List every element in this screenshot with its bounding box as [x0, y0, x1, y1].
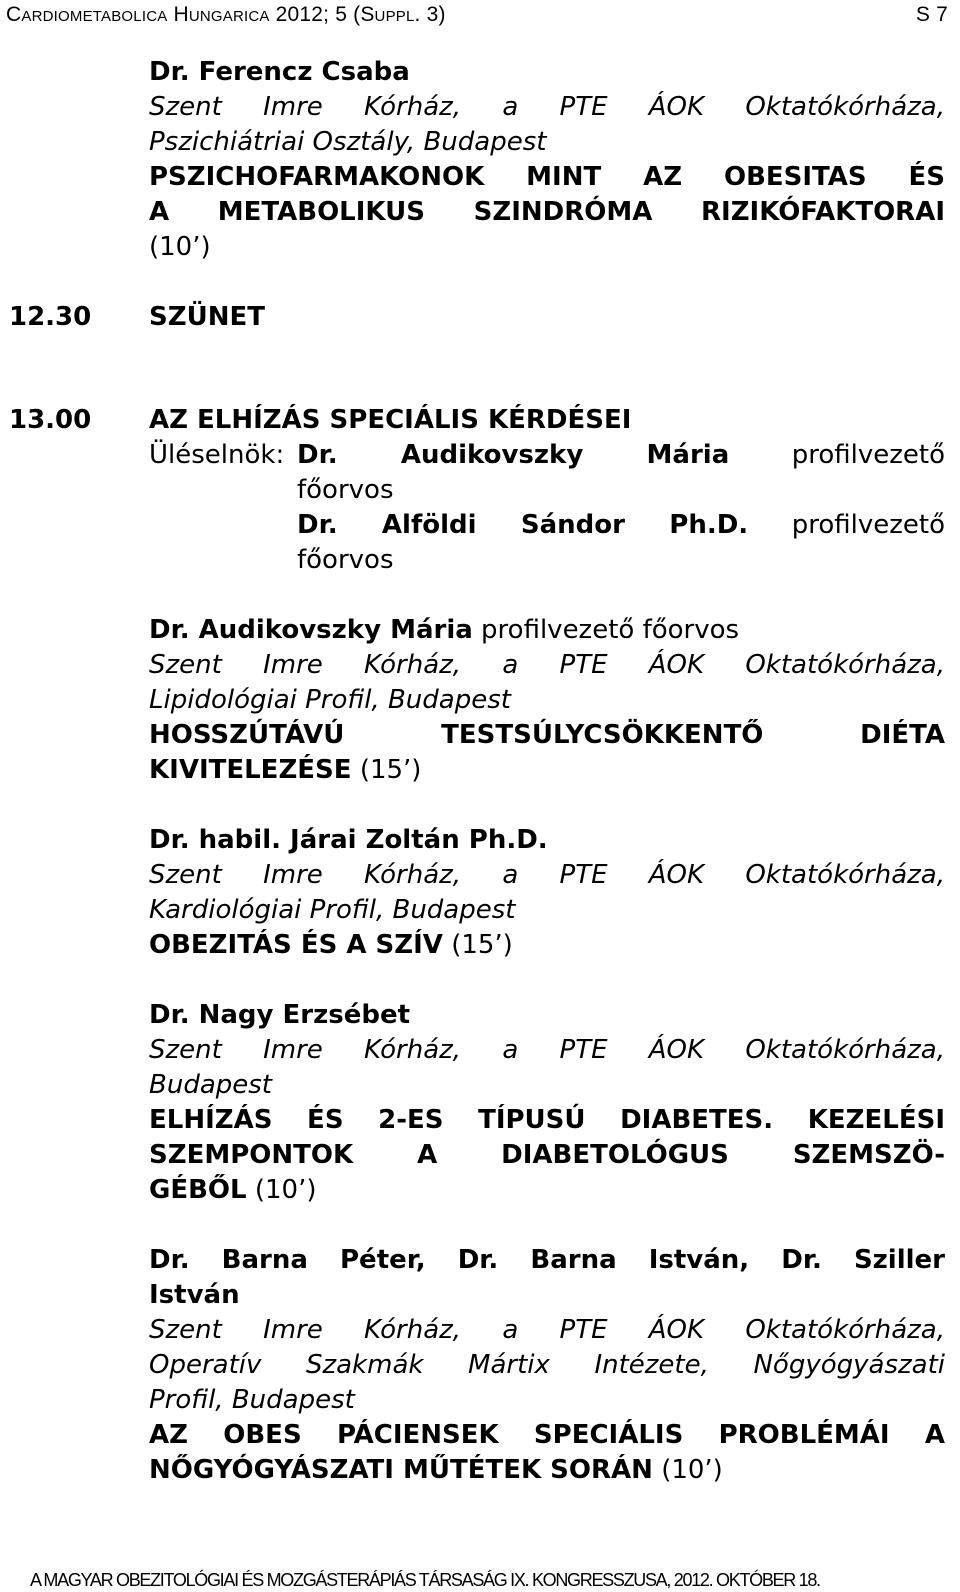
talk-affiliation: Szent Imre Kórház, a PTE ÁOK Oktatókórháza, [149, 1315, 945, 1345]
talk-title: SZEMPONTOK A DIABETOLÓGUS SZEMSZÖ- [149, 1140, 945, 1170]
chair-role-continued: főorvos [297, 545, 394, 575]
talk-title: HOSSZÚTÁVÚ TESTSÚLYCSÖKKENTŐ DIÉTA [149, 720, 945, 750]
talk-affiliation: Szent Imre Kórház, a PTE ÁOK Oktatókórháza, [149, 92, 945, 122]
talk-title: GÉBŐL [149, 1175, 247, 1205]
talk-ferencz [149, 55, 945, 265]
break-row [0, 300, 960, 335]
session-chair-2 [149, 508, 945, 543]
talk-duration: (10’) [254, 1175, 317, 1205]
chair-name: Dr. Alföldi Sándor Ph.D. [297, 510, 749, 540]
talk-title: AZ OBES PÁCIENSEK SPECIÁLIS PROBLÉMÁI A [149, 1420, 945, 1450]
talk-affiliation: Pszichiátriai Osztály, Budapest [149, 127, 547, 157]
talk-authors: István [149, 1280, 240, 1310]
talk-title: OBEZITÁS ÉS A SZÍV [149, 930, 443, 960]
chair-name: Dr. Audikovszky Mária [297, 440, 730, 470]
session-time: 13.00 [9, 405, 92, 435]
talk-affiliation: Profil, Budapest [149, 1385, 355, 1415]
talk-affiliation: Operatív Szakmák Mártix Intézete, Nőgyógyászati [149, 1350, 945, 1380]
talk-jarai [149, 823, 945, 963]
talk-audikovszky [149, 613, 945, 788]
talk-duration: (10’) [149, 232, 211, 262]
session-row [0, 403, 960, 438]
talk-authors: Dr. Barna Péter, Dr. Barna István, Dr. Sziller [149, 1245, 945, 1275]
page-number: S 7 [915, 3, 948, 26]
talk-duration: (15’) [359, 755, 422, 785]
talk-author: Dr. Nagy Erzsébet [149, 1000, 411, 1030]
talk-author: Dr. Audikovszky Mária [149, 615, 473, 645]
break-label: SZÜNET [149, 302, 265, 332]
running-header [6, 0, 948, 30]
talk-affiliation: Budapest [149, 1070, 272, 1100]
talk-affiliation: Lipidológiai Profil, Budapest [149, 685, 511, 715]
journal-citation: Cardiometabolica Hungarica 2012; 5 (Suppl. 3) [6, 3, 446, 26]
talk-author-role: profilvezető főorvos [481, 615, 740, 645]
talk-affiliation: Szent Imre Kórház, a PTE ÁOK Oktatókórháza, [149, 860, 945, 890]
program-content [0, 55, 960, 1488]
talk-barna [149, 1243, 945, 1488]
chair-role: profilvezető [791, 510, 945, 540]
session-title: AZ ELHÍZÁS SPECIÁLIS KÉRDÉSEI [149, 405, 632, 435]
chair-role: profilvezető [791, 440, 946, 470]
talk-duration: (15’) [451, 930, 513, 960]
talk-affiliation: Szent Imre Kórház, a PTE ÁOK Oktatókórháza, [149, 650, 945, 680]
talk-title: ELHÍZÁS ÉS 2-ES TÍPUSÚ DIABETES. KEZELÉSI [149, 1105, 945, 1135]
talk-nagy [149, 998, 945, 1208]
talk-title: PSZICHOFARMAKONOK MINT AZ OBESITAS ÉS [149, 162, 945, 192]
talk-author: Dr. Ferencz Csaba [149, 57, 410, 87]
chair-label: Üléselnök: [149, 440, 285, 470]
talk-author: Dr. habil. Járai Zoltán Ph.D. [149, 825, 548, 855]
session-chair-1 [149, 438, 945, 473]
talk-affiliation: Szent Imre Kórház, a PTE ÁOK Oktatókórháza, [149, 1035, 945, 1065]
talk-title: NŐGYÓGYÁSZATI MŰTÉTEK SORÁN [149, 1455, 653, 1485]
talk-title: A METABOLIKUS SZINDRÓMA RIZIKÓFAKTORAI [149, 197, 945, 227]
talk-affiliation: Kardiológiai Profil, Budapest [149, 895, 516, 925]
talk-title: KIVITELEZÉSE [149, 755, 352, 785]
talk-duration: (10’) [661, 1455, 723, 1485]
running-footer: A MAGYAR OBEZITOLÓGIAI ÉS MOZGÁSTERÁPIÁS TÁRSASÁG IX. KONGRESSZUSA, 2012. OKTÓBER 18. [30, 1570, 820, 1590]
chair-role-continued: főorvos [297, 475, 394, 505]
break-time: 12.30 [9, 302, 92, 332]
